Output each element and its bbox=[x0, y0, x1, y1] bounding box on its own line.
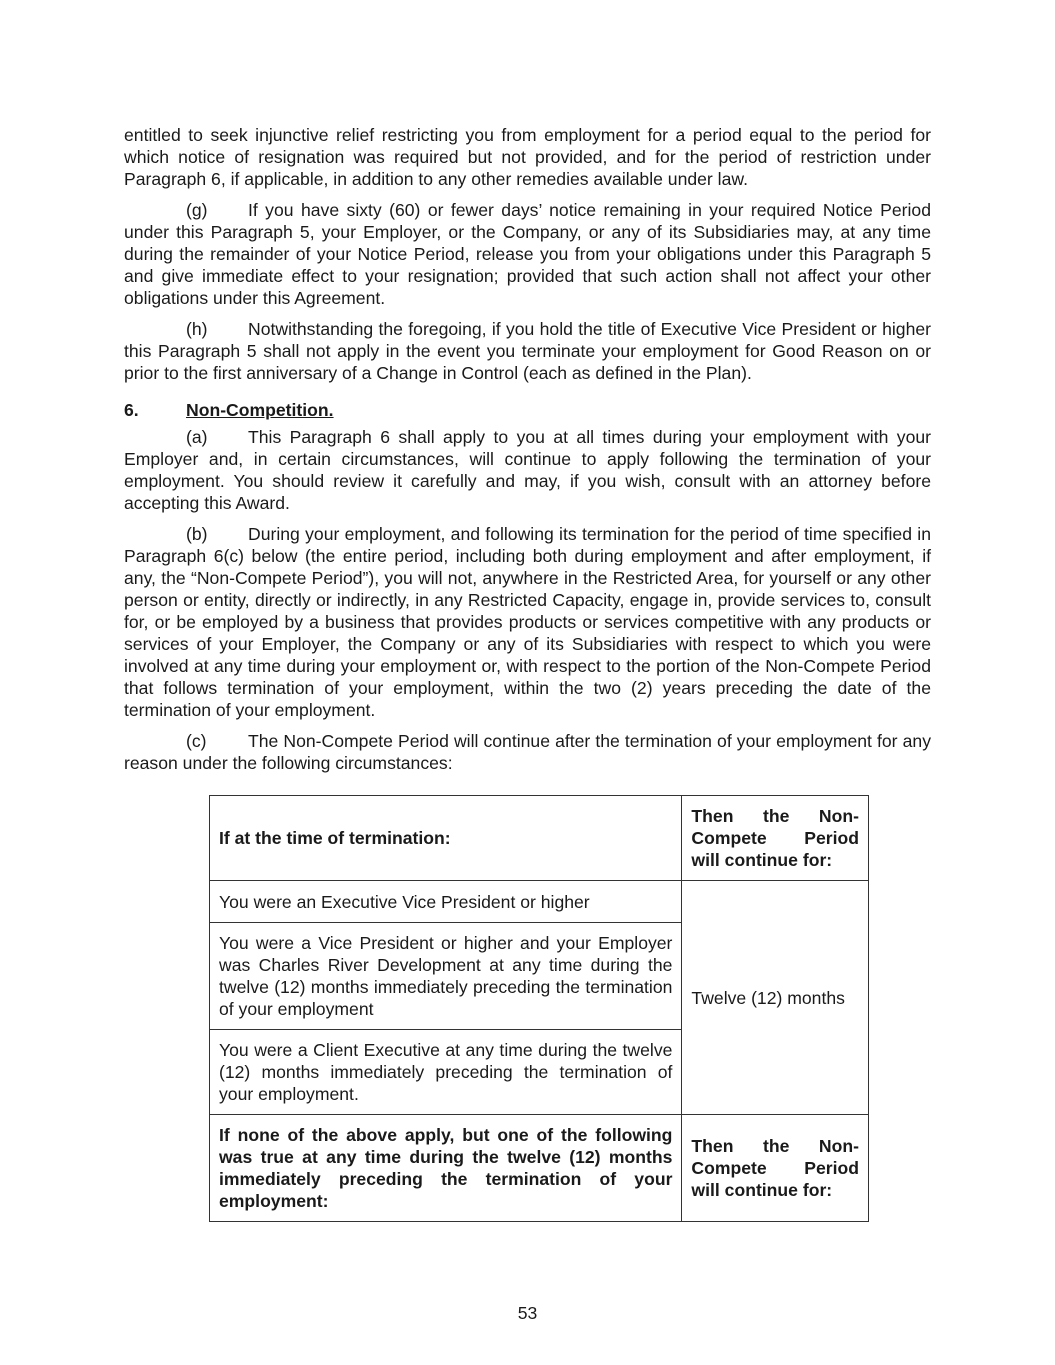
paragraph-g-label: (g) bbox=[186, 200, 208, 220]
table-row bbox=[210, 881, 869, 923]
table-row-3-left: You were a Client Executive at any time during the twelve (12) months immediately preceding the termination of your employment. bbox=[210, 1030, 682, 1115]
paragraph-6a-text: This Paragraph 6 shall apply to you at all times during your employment with your Employer and, in certain circumstances, will continue to apply following the termination of your employment. You should review it carefully and may, if you wish, consult with an attorney before accepting this Award. bbox=[124, 427, 931, 513]
paragraph-6b-text: During your employment, and following its termination for the period of time specified in Paragraph 6(c) below (the entire period, including both during employment and after employment, if any, the “Non-Compete Period”), you will not, anywhere in the Restricted Area, for yourself or any other person or entity, directly or indirectly, in any Restricted Capacity, engage in, provide services to, consult for, or be employed by a business that provides products or services competitive with any products or services of your Employer, the Company or any of its Subsidiaries with respect to which you were involved at any time during your employment or, with respect to the portion of the Non-Compete Period that follows termination of your employment, within the two (2) years preceding the date of the termination of your employment. bbox=[124, 524, 931, 720]
paragraph-6c-text: The Non-Compete Period will continue after the termination of your employment for any reason under the following circumstances: bbox=[124, 731, 931, 773]
table-header-right: Then the Non-Compete Period will continue for: bbox=[682, 796, 869, 881]
paragraph-g-text: If you have sixty (60) or fewer days’ notice remaining in your required Notice Period under this Paragraph 5, your Employer, or the Company, or any of its Subsidiaries may, at any time during the remainder of your Notice Period, release you from your obligations under this Paragraph 5 and give immediate effect to your resignation; provided that such action shall not affect your other obligations under this Agreement. bbox=[124, 200, 931, 308]
table-row bbox=[210, 1115, 869, 1222]
paragraph-h-label: (h) bbox=[186, 319, 208, 339]
section-6-number: 6. bbox=[124, 400, 139, 420]
paragraph-6b-label: (b) bbox=[186, 524, 208, 544]
section-6-title: Non-Competition. bbox=[186, 400, 334, 420]
paragraph-h-text: Notwithstanding the foregoing, if you hold the title of Executive Vice President or higher this Paragraph 5 shall not apply in the event you terminate your employment for Good Reason on or prior to the first anniversary of a Change in Control (each as defined in the Plan). bbox=[124, 319, 931, 383]
paragraph-6c-label: (c) bbox=[186, 731, 207, 751]
intro-paragraph: entitled to seek injunctive relief restricting you from employment for a period equal to the period for which notice of resignation was required but not provided, and for the period of restriction under Paragraph 6, if applicable, in addition to any other remedies available under law. bbox=[124, 125, 931, 189]
table-row-4-left: If none of the above apply, but one of the following was true at any time during the twelve (12) months immediately preceding the termination of your employment: bbox=[210, 1115, 682, 1222]
page-number: 53 bbox=[517, 1303, 538, 1323]
table-duration-cell: Twelve (12) months bbox=[682, 881, 869, 1115]
document-body bbox=[124, 124, 931, 783]
table-row-4-right: Then the Non-Compete Period will continue for: bbox=[682, 1115, 869, 1222]
paragraph-h bbox=[124, 318, 931, 384]
table-header-left: If at the time of termination: bbox=[210, 796, 682, 881]
paragraph-g bbox=[124, 199, 931, 309]
table-row-1-left: You were an Executive Vice President or higher bbox=[210, 881, 682, 923]
paragraph-6b bbox=[124, 523, 931, 721]
section-6-heading bbox=[124, 399, 931, 421]
paragraph-6a-label: (a) bbox=[186, 427, 208, 447]
table-header-row bbox=[210, 796, 869, 881]
paragraph-6a bbox=[124, 426, 931, 514]
paragraph-6c bbox=[124, 730, 931, 774]
non-compete-table bbox=[209, 795, 869, 1222]
table-row-2-left: You were a Vice President or higher and your Employer was Charles River Development at any time during the twelve (12) months immediately preceding the termination of your employment bbox=[210, 923, 682, 1030]
